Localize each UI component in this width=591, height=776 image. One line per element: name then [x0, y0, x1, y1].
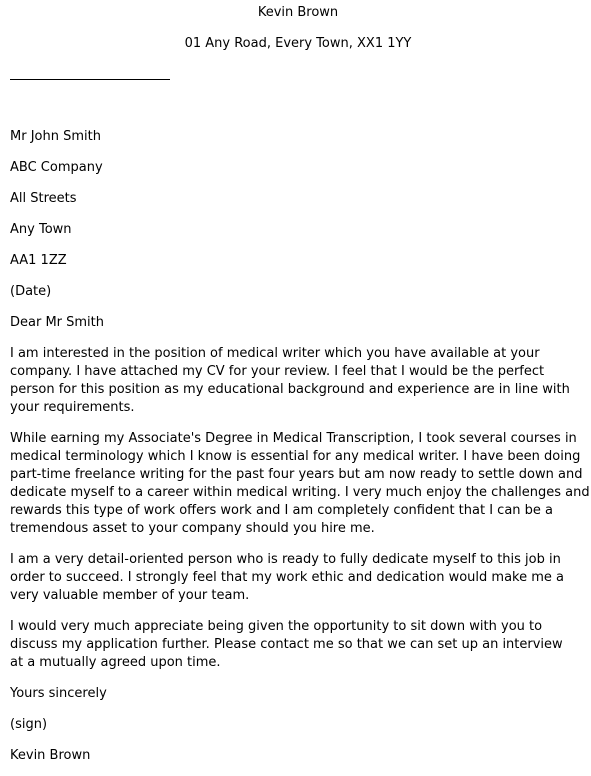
recipient-town: Any Town — [10, 222, 72, 237]
paragraph-3: I am a very detail-oriented person who is ready to fully dedicate myself to this job in order to succeed. I strongly feel that my work ethic and dedication would make me a very valuable member of your team. — [10, 552, 564, 603]
signoff-name: Kevin Brown — [10, 748, 91, 763]
signature: (sign) — [10, 717, 48, 732]
closing: Yours sincerely — [10, 686, 107, 701]
paragraph-1: I am interested in the position of medical writer which you have available at your company. I have attached my CV for your review. I feel that I would be the perfect person for this position as my educational background and experience are in line with your requirements. — [10, 346, 570, 415]
salutation: Dear Mr Smith — [10, 315, 105, 330]
recipient-company: ABC Company — [10, 160, 103, 175]
recipient-street: All Streets — [10, 191, 77, 206]
sender-address: 01 Any Road, Every Town, XX1 1YY — [184, 36, 412, 51]
letter-date: (Date) — [10, 284, 52, 299]
recipient-postcode: AA1 1ZZ — [10, 253, 67, 268]
header-divider — [10, 79, 170, 80]
sender-name: Kevin Brown — [257, 5, 339, 20]
recipient-name: Mr John Smith — [10, 129, 101, 144]
paragraph-2: While earning my Associate's Degree in Medical Transcription, I took several courses in medical terminology which I know is essential for any medical writer. I have been doing part-time freelance writing for the past four years but am now ready to settle down and dedicate myself to a career within medical writing. I very much enjoy the challenges and rewards this type of work offers work and I am completely confident that I can be a tremendous asset to your company should you hire me. — [10, 431, 590, 536]
paragraph-4: I would very much appreciate being given the opportunity to sit down with you to discuss my application further. Please contact me so that we can set up an interview at a mutually agreed upon time. — [10, 619, 563, 670]
